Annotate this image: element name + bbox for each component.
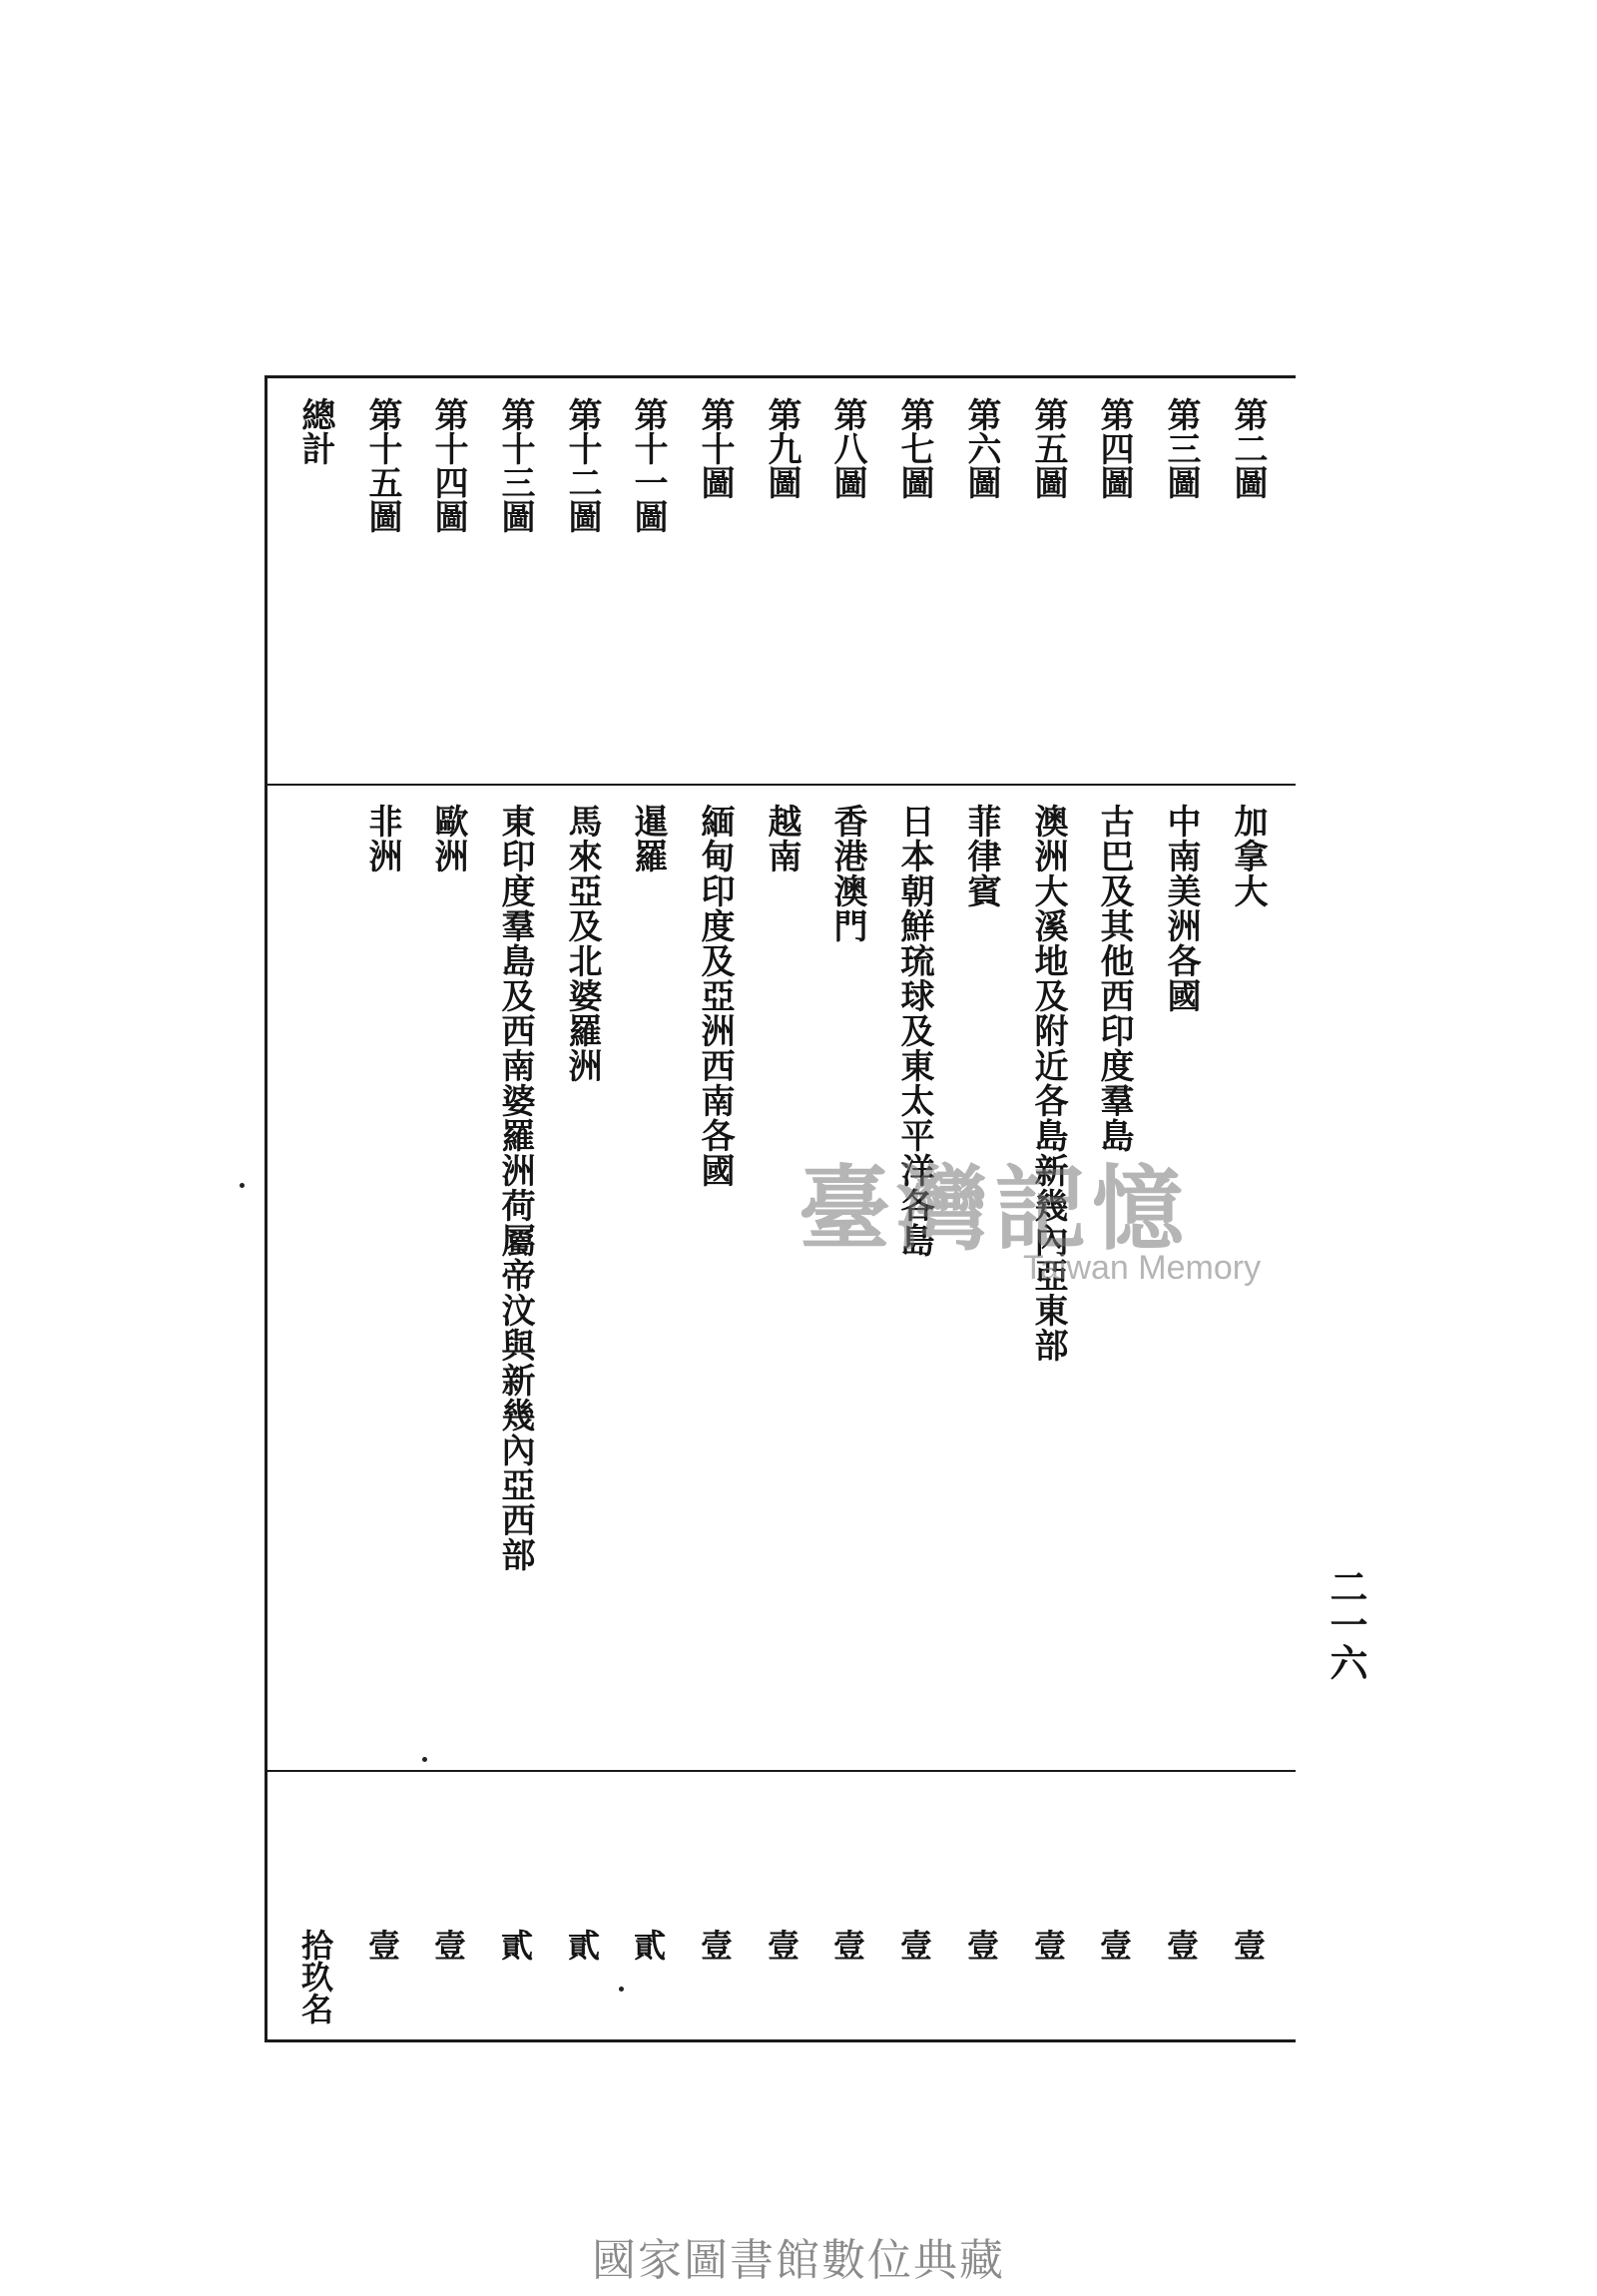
- region-name: 暹羅: [628, 804, 668, 873]
- count-cell: 貳: [629, 1929, 667, 1961]
- column-head: 第十四圖: [428, 397, 468, 533]
- watermark-cn: 臺灣記憶: [798, 1155, 1191, 1263]
- column-head: 第七圖: [894, 397, 934, 499]
- column-head: 第十圖: [695, 397, 735, 499]
- region-name: 非洲: [362, 804, 402, 873]
- watermark-en: Taiwan Memory: [1023, 1249, 1262, 1287]
- column-head: 第二圖: [1228, 397, 1268, 499]
- top-rule: [265, 375, 1296, 378]
- count-cell: 壹: [429, 1929, 467, 1961]
- column-head: 第十五圖: [362, 397, 402, 533]
- region-name: 馬來亞及北婆羅洲: [562, 804, 602, 1083]
- count-cell: 壹: [363, 1929, 401, 1961]
- region-name: 歐洲: [428, 804, 468, 873]
- region-name: 東印度羣島及西南婆羅洲荷屬帝汶與新幾內亞西部: [495, 804, 535, 1572]
- count-cell: 壹: [763, 1929, 800, 1961]
- header-divider: [265, 784, 1296, 786]
- region-name: 日本朝鮮琉球及東太平洋各島: [894, 804, 934, 1258]
- ink-dot: [422, 1757, 427, 1762]
- count-cell: 壹: [895, 1929, 933, 1961]
- count-cell: 壹: [962, 1929, 1000, 1961]
- column-head: 第十一圖: [628, 397, 668, 533]
- region-name: 中南美洲各國: [1161, 804, 1201, 1013]
- column-head: 第三圖: [1161, 397, 1201, 499]
- count-cell: 壹: [828, 1929, 866, 1961]
- page-number: 二一六: [1324, 1567, 1368, 1681]
- region-name: 越南: [762, 804, 801, 873]
- count-cell: 貳: [563, 1929, 601, 1961]
- watermark: [798, 1155, 1318, 1288]
- column-head: 第四圖: [1094, 397, 1134, 499]
- count-cell: 壹: [696, 1929, 734, 1961]
- count-cell: 壹: [1229, 1929, 1267, 1961]
- left-border: [265, 375, 267, 2042]
- column-head: 第八圖: [827, 397, 867, 499]
- region-name: 香港澳門: [827, 804, 867, 943]
- column-head: 第五圖: [1028, 397, 1068, 499]
- region-name: 澳洲大溪地及附近各島新幾內亞東部: [1028, 804, 1068, 1363]
- region-name: 古巴及其他西印度羣島: [1094, 804, 1134, 1153]
- total-count: 拾玖名: [296, 1929, 334, 2024]
- count-cell: 貳: [496, 1929, 534, 1961]
- count-divider: [265, 1770, 1296, 1772]
- bottom-rule: [265, 2039, 1296, 2042]
- region-name: 加拿大: [1228, 804, 1268, 908]
- column-head: 第十二圖: [562, 397, 602, 533]
- ink-dot: [240, 1183, 245, 1188]
- ink-dot: [619, 1987, 624, 1992]
- region-name: 菲律賓: [961, 804, 1001, 908]
- footer-credit: 國家圖書館數位典藏: [592, 2235, 1005, 2286]
- column-head: 第十三圖: [495, 397, 535, 533]
- total-label: 總計: [295, 397, 335, 465]
- column-head: 第六圖: [961, 397, 1001, 499]
- region-name: 緬甸印度及亞洲西南各國: [695, 804, 735, 1188]
- column-head: 第九圖: [762, 397, 801, 499]
- count-cell: 壹: [1162, 1929, 1200, 1961]
- count-cell: 壹: [1095, 1929, 1133, 1961]
- count-cell: 壹: [1029, 1929, 1067, 1961]
